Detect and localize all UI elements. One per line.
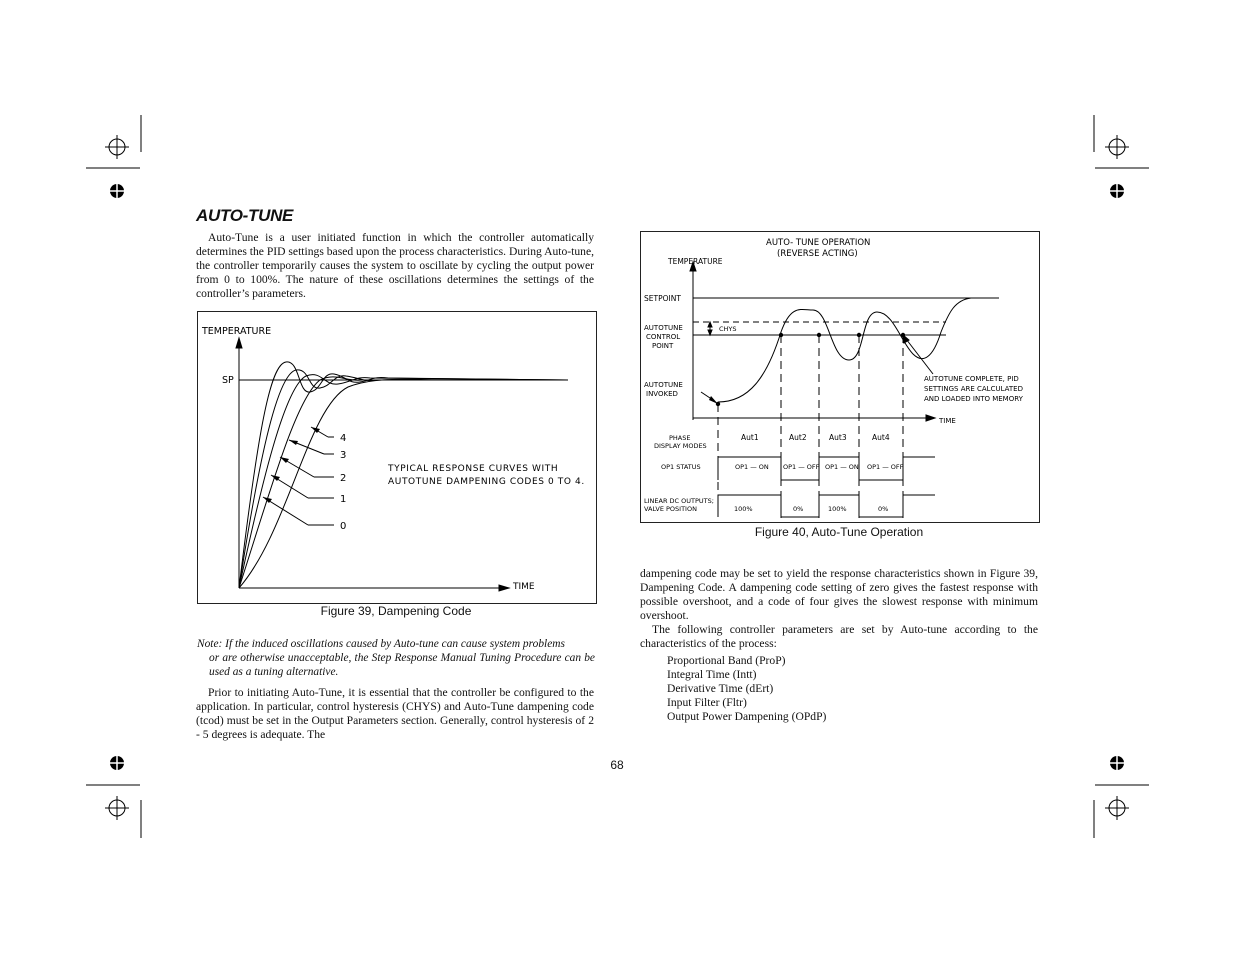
parameter-item: Input Filter (Fltr) [667,696,747,709]
fig40-complete-3: AND LOADED INTO MEMORY [924,395,1023,403]
parameter-item: Output Power Dampening (OPdP) [667,710,827,723]
figure-39-frame [197,311,597,604]
fig40-op1-state-4: OP1 — OFF [867,463,904,471]
note-first-line: Note: If the induced oscillations caused by Auto-tune can cause system problems [197,638,565,650]
fig40-chys: CHYS [719,325,737,333]
prior-paragraph: Prior to initiating Auto-Tune, it is essential that the controller be configured to the application. In particular, control hysteresis (CHYS) and Auto-Tune dampening code (tcod) must be set in the Output Parameters section. Generally, control hysteresis of 2 - 5 degrees is adequate. The [196,686,594,741]
page-number: 68 [610,758,624,772]
fig40-op1-state-3: OP1 — ON [825,463,859,471]
fig39-code-0: 0 [340,521,347,532]
fig40-phase-aut1: Aut1 [741,433,759,442]
figure-39-diagram [198,312,596,603]
fig40-xlabel: TIME [939,417,956,425]
fig40-complete-2: SETTINGS ARE CALCULATED [924,385,1023,393]
fig40-title-1: AUTO- TUNE OPERATION [766,238,871,248]
note-rest: or are otherwise unacceptable, the Step Response Manual Tuning Procedure can be used as a tuning alternative. [209,652,595,678]
parameter-item: Derivative Time (dErt) [667,682,774,695]
fig40-phase-aut2: Aut2 [789,433,807,442]
fig40-complete-1: AUTOTUNE COMPLETE, PID [924,375,1019,383]
fig40-linear-value-2: 0% [793,505,804,513]
fig39-sp-label: SP [222,375,234,386]
section-title: AUTO-TUNE [196,206,294,225]
fig39-xlabel: TIME [513,582,535,592]
fig40-setpoint: SETPOINT [644,294,681,303]
figure-40-frame [640,231,1040,523]
figure-39-caption: Figure 39, Dampening Code [320,604,472,618]
fig39-code-4: 4 [340,433,347,444]
fig40-control-point-1: AUTOTUNE [644,324,683,332]
fig39-annotation-2: AUTOTUNE DAMPENING CODES 0 TO 4. [388,477,585,487]
fig40-linear-1: LINEAR DC OUTPUTS; [644,497,714,505]
fig40-linear-2: VALVE POSITION [644,505,697,513]
parameter-list [667,654,826,724]
fig40-op1-label: OP1 STATUS [661,463,701,471]
note-paragraph [197,637,595,679]
fig39-code-1: 1 [340,494,347,505]
fig40-invoked-1: AUTOTUNE [644,381,683,389]
fig40-linear-value-4: 0% [878,505,889,513]
fig40-phase-2: DISPLAY MODES [654,442,707,450]
dampening-paragraph: dampening code may be set to yield the response characteristics shown in Figure 39, Dampening Code. A dampening code setting of zero gives the fastest response with possible overshoot, and a code of four gives the slowest response with minimum overshoot. [640,567,1038,622]
parameter-item: Proportional Band (ProP) [667,654,786,667]
fig40-phase-aut3: Aut3 [829,433,847,442]
fig40-ylabel: TEMPERATURE [668,257,723,266]
fig39-ylabel: TEMPERATURE [202,326,272,337]
fig40-phase-1: PHASE [669,434,691,442]
fig40-linear-value-3: 100% [828,505,847,513]
following-paragraph: The following controller parameters are set by Auto-tune according to the characteristics of the process: [640,623,1038,650]
intro-paragraph: Auto-Tune is a user initiated function in which the controller automatically determines the PID settings based upon the process characteristics. During Auto-tune, the controller temporarily causes the system to oscillate by cycling the output power from 0 to 100%. The nature of these oscillations determines the settings of the controller’s parameters. [196,231,594,300]
figure-40-caption: Figure 40, Auto-Tune Operation [754,525,924,539]
fig40-linear-value-1: 100% [734,505,753,513]
figure-40-diagram [641,232,1039,522]
fig39-code-2: 2 [340,473,347,484]
fig39-annotation-1: TYPICAL RESPONSE CURVES WITH [388,464,559,474]
parameter-item: Integral Time (Intt) [667,668,757,681]
fig40-control-point-3: POINT [652,342,674,350]
fig40-title-2: (REVERSE ACTING) [777,249,858,259]
fig40-op1-state-1: OP1 — ON [735,463,769,471]
fig40-invoked-2: INVOKED [646,390,678,398]
fig39-code-3: 3 [340,450,347,461]
fig40-op1-state-2: OP1 — OFF [783,463,820,471]
fig40-phase-aut4: Aut4 [872,433,890,442]
fig40-control-point-2: CONTROL [646,333,681,341]
